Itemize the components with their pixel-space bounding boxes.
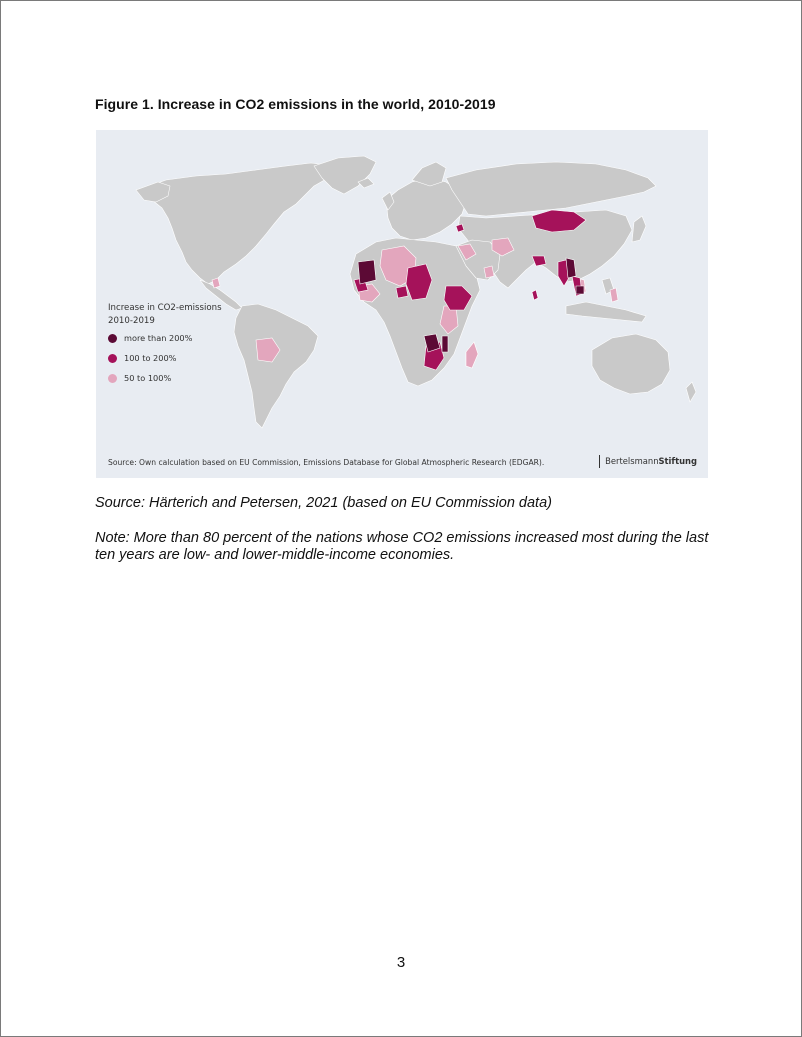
australia — [592, 334, 670, 394]
map-source: Source: Own calculation based on EU Commission, Emissions Database for Global Atmospheric Research (EDGAR). — [108, 458, 545, 467]
figure-title: Figure 1. Increase in CO2 emissions in the world, 2010-2019 — [95, 96, 496, 112]
mauritania — [358, 260, 376, 284]
legend-label: more than 200% — [124, 333, 193, 343]
world-map-figure — [96, 130, 708, 478]
indonesia — [566, 302, 646, 322]
nepal-bangladesh — [532, 256, 546, 266]
new-zealand — [686, 382, 696, 402]
legend-label: 100 to 200% — [124, 353, 177, 363]
legend-item — [108, 368, 238, 388]
brand-logo — [599, 455, 697, 468]
brand-regular: Bertelsmann — [605, 456, 659, 466]
russia — [446, 162, 656, 216]
note: Note: More than 80 percent of the nations whose CO2 emissions increased most during the last ten years are low- and lower-middle-income economies. — [95, 530, 709, 563]
cambodia — [576, 286, 584, 294]
malawi — [442, 336, 448, 352]
source-line: Source: Härterich and Petersen, 2021 (based on EU Commission data) — [95, 495, 552, 511]
map-legend — [108, 302, 238, 388]
madagascar — [466, 342, 478, 368]
legend-title: Increase in CO2-emissions 2010-2019 — [108, 303, 222, 326]
japan — [632, 216, 646, 242]
legend-dot-50-to-100 — [108, 374, 117, 383]
sri-lanka — [532, 290, 538, 300]
legend-dot-100-to-200 — [108, 354, 117, 363]
oman — [484, 266, 494, 278]
page-number: 3 — [396, 954, 406, 971]
west-africa-spot — [396, 286, 408, 298]
philippines-pink — [610, 288, 618, 302]
greenland — [314, 156, 376, 194]
north-america — [144, 163, 334, 284]
legend-item — [108, 348, 238, 368]
brand-bold: Stiftung — [658, 456, 697, 466]
south-america — [234, 304, 318, 428]
legend-dot-more-than-200 — [108, 334, 117, 343]
legend-label: 50 to 100% — [124, 373, 172, 383]
legend-item — [108, 328, 238, 348]
